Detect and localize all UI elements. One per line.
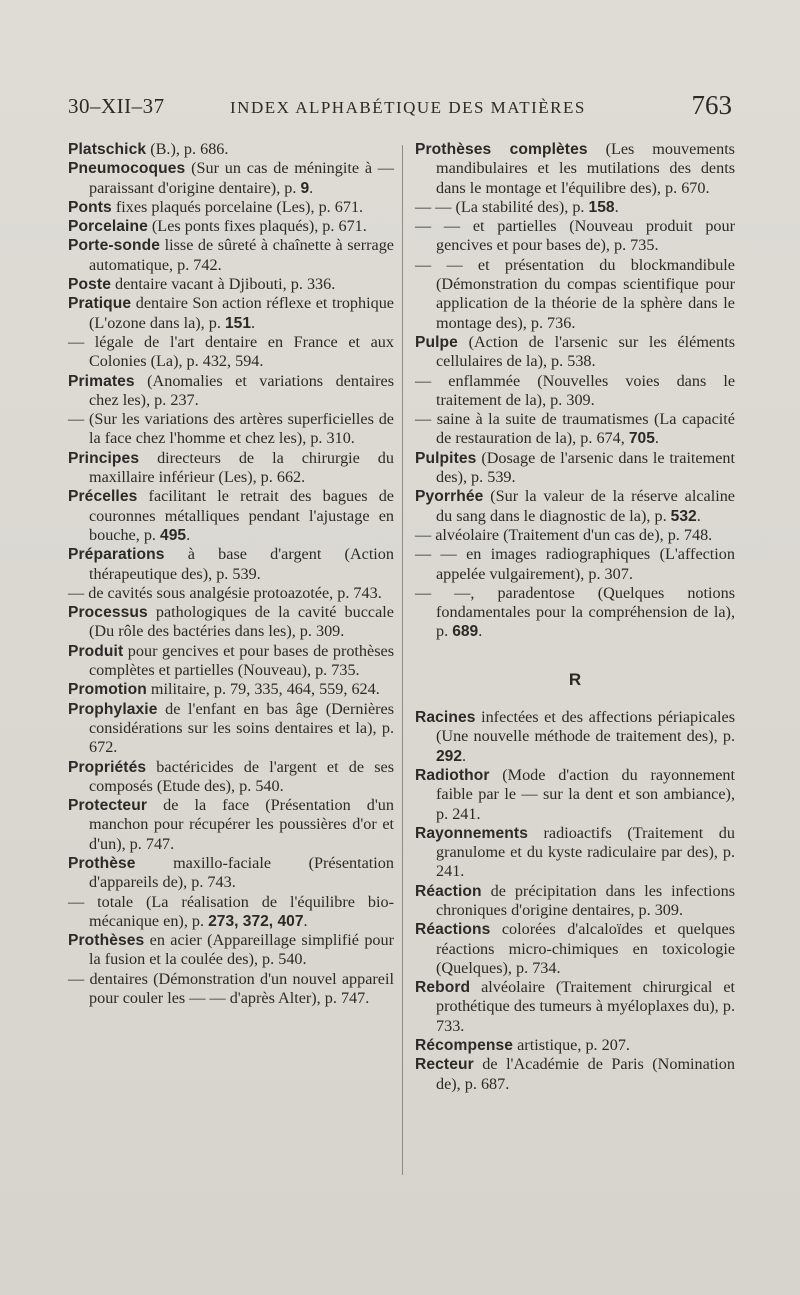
entry-heading: Propriétés [68, 758, 147, 776]
entry-heading: Pulpites [415, 449, 477, 467]
index-entry [68, 584, 394, 603]
entry-page-ref: 689 [452, 623, 479, 641]
entry-text: pathologiques de la cavité buccale (Du rôle des bactéries dans les), p. 309. [89, 603, 394, 641]
entry-text: de précipitation dans les infections chroniques d'origine dentaires, p. 309. [436, 881, 735, 919]
entry-heading: Processus [68, 604, 148, 622]
entry-text: — — en images radiographiques (L'affection appelée vulgairement), p. 307. [415, 545, 735, 583]
entry-heading: Réactions [415, 921, 491, 939]
index-entry [68, 603, 394, 642]
index-entry [415, 198, 735, 217]
right-column [415, 140, 735, 1094]
section-letter: R [568, 669, 582, 689]
entry-heading: Ponts [68, 198, 112, 216]
entry-text: en acier (Appareillage simplifié pour la fusion et la coulée des), p. 540. [89, 931, 394, 969]
index-entry [68, 758, 394, 797]
entry-text: — enflammée (Nouvelles voies dans le traitement de la), p. 309. [415, 371, 735, 409]
index-entry [415, 256, 735, 333]
entry-text: (Les mouvements mandibulaires et les mutilations des dents dans le montage et l'équilibre des), p. 670. [436, 140, 735, 197]
index-entry [68, 854, 394, 893]
index-entry [415, 766, 735, 824]
index-entry [68, 449, 394, 488]
entry-text: — — et présentation du blockmandibule (Démonstration du compas scientifique pour application de la théorie de la sphère dans le montage des), p. 736. [415, 255, 735, 332]
entry-heading: Prothèses [68, 932, 145, 950]
entry-page-ref: 532 [670, 507, 697, 525]
entry-page-ref: 292 [436, 747, 463, 765]
entry-heading: Rayonnements [415, 824, 528, 842]
index-entry [415, 449, 735, 488]
entry-heading: Prothèses complètes [415, 141, 588, 158]
index-entry [68, 217, 394, 236]
index-entry [68, 700, 394, 758]
entry-text: à base d'argent (Action thérapeutique des), p. 539. [89, 545, 394, 583]
entry-heading: Précelles [68, 488, 138, 506]
entry-text: bactéricides de l'argent et de ses composés (Etude des), p. 540. [89, 757, 394, 795]
index-entry [415, 978, 735, 1036]
index-entry [415, 824, 735, 882]
entry-text: directeurs de la chirurgie du maxillaire inférieur (Les), p. 662. [89, 448, 394, 487]
entry-text: militaire, p. 79, 335, 464, 559, 624. [146, 680, 380, 699]
entry-text: — saine à la suite de traumatismes (La capacité de restauration de la), p. 674, [415, 410, 735, 448]
index-entry [68, 275, 394, 294]
entry-text: (Mode d'action du rayonnement faible par le — sur la dent et son ambiance), p. 241. [436, 765, 735, 823]
entry-page-ref: 705 [628, 430, 655, 448]
entry-text: pour gencives et pour bases de prothèses complètes et partielles (Nouveau), p. 735. [89, 641, 394, 680]
index-entry [68, 893, 394, 932]
entry-text: (Sur un cas de méningite à — paraissant d'origine dentaire), p. [89, 159, 394, 197]
index-entry [415, 372, 735, 411]
index-entry [68, 410, 394, 449]
entry-heading: Racines [415, 709, 476, 727]
entry-text: (Les ponts fixes plaqués), p. 671. [147, 217, 367, 236]
entry-text: lisse de sûreté à chaînette à serrage automatique, p. 742. [89, 236, 394, 274]
index-entry [68, 294, 394, 333]
entry-heading: Pneumocoques [68, 160, 186, 178]
entry-heading: Rebord [415, 979, 471, 997]
entry-text: — totale (La réalisation de l'équilibre bio-mécanique en), p. [68, 892, 394, 930]
index-entry [415, 487, 735, 526]
entry-text: dentaire Son action réflexe et trophique (L'ozone dans la), p. [89, 294, 394, 332]
entry-punctuation: . [696, 506, 701, 525]
entry-heading: Pratique [68, 295, 132, 313]
entry-heading: Primates [68, 372, 135, 390]
entry-text: artistique, p. 207. [513, 1036, 630, 1055]
entry-text: (B.), p. 686. [146, 140, 229, 158]
entry-punctuation: . [303, 911, 308, 930]
entry-page-ref: 495 [160, 526, 187, 544]
entry-text: — dentaires (Démonstration d'un nouvel appareil pour couler les — — d'après Alter), p. 747. [68, 969, 394, 1008]
index-entry [415, 1055, 735, 1094]
entry-text: — — et partielles (Nouveau produit pour gencives et pour bases de), p. 735. [415, 217, 735, 255]
entry-page-ref: 151 [224, 314, 251, 332]
index-entry [68, 487, 394, 545]
entry-heading: Radiothor [415, 766, 490, 784]
entry-text: — —, paradentose (Quelques notions fondamentales pour la compréhension de la), p. [415, 583, 735, 641]
entry-text: (Anomalies et variations dentaires chez les), p. 237. [89, 371, 394, 409]
index-entry [415, 217, 735, 256]
entry-text: de l'Académie de Paris (Nomination de), p. 687. [436, 1055, 735, 1093]
entry-text: facilitant le retrait des bagues de couronnes métalliques pendant l'ajustage en bouche, p. [89, 487, 394, 544]
entry-punctuation: . [186, 525, 191, 544]
entry-text: (Action de l'arsenic sur les éléments cellulaires de la), p. 538. [436, 332, 735, 371]
header-date: 30–XII–37 [68, 94, 165, 118]
entry-text: fixes plaqués porcelaine (Les), p. 671. [111, 197, 364, 216]
entry-punctuation: . [462, 746, 467, 765]
entry-heading: Préparations [68, 546, 165, 564]
entry-text: radioactifs (Traitement du granulome et du kyste radiculaire par des), p. 241. [436, 823, 735, 881]
index-entry [68, 333, 394, 372]
entry-heading: Recteur [415, 1056, 474, 1074]
entry-heading: Porcelaine [68, 218, 148, 236]
entry-page-ref: 273, 372, 407 [208, 912, 304, 930]
index-entry [68, 140, 394, 159]
entry-heading: Principes [68, 449, 140, 467]
index-entry [68, 236, 394, 275]
index-entry [68, 970, 394, 1009]
page-header [68, 90, 732, 130]
index-entry [68, 372, 394, 411]
right-r-entries [415, 708, 735, 1094]
entry-text: infectées et des affections périapicales (Une nouvelle méthode de traitement des), p. [436, 708, 735, 746]
left-column [68, 140, 394, 1008]
index-entry [68, 545, 394, 584]
entry-heading: Récompense [415, 1037, 514, 1055]
column-divider [402, 145, 403, 1175]
entry-punctuation: . [251, 313, 256, 332]
index-entry [415, 140, 735, 198]
entry-text: (Dosage de l'arsenic dans le traitement des), p. 539. [436, 448, 735, 487]
entry-page-ref: 158 [588, 198, 615, 216]
entry-heading: Produit [68, 642, 124, 660]
entry-text: — de cavités sous analgésie protoazotée, p. 743. [68, 583, 382, 602]
entry-heading: Poste [68, 276, 111, 294]
entry-text: — légale de l'art dentaire en France et aux Colonies (La), p. 432, 594. [68, 332, 394, 371]
entry-text: — alvéolaire (Traitement d'un cas de), p. 748. [415, 525, 713, 544]
entry-text: colorées d'alcaloïdes et quelques réactions micro-chimiques en toxicologie (Quelques), p. 734. [436, 920, 735, 977]
header-title: INDEX ALPHABÉTIQUE DES MATIÈRES [230, 98, 586, 117]
entry-text: alvéolaire (Traitement chirurgical et prothétique des tumeurs à myéloplaxes du), p. 733. [436, 978, 735, 1035]
entry-text: (Sur la valeur de la réserve alcaline du sang dans le diagnostic de la), p. [436, 487, 735, 525]
entry-heading: Prothèse [68, 854, 136, 872]
entry-heading: Réaction [415, 882, 482, 900]
entry-text: maxillo-faciale (Présentation d'appareils de), p. 743. [89, 853, 394, 892]
entry-heading: Platschick [68, 141, 147, 158]
index-entry [68, 931, 394, 970]
index-entry [415, 708, 735, 766]
entry-punctuation: . [309, 178, 314, 197]
index-entry [68, 159, 394, 198]
index-entry [415, 1036, 735, 1055]
index-entry [415, 920, 735, 978]
index-entry [415, 882, 735, 921]
entry-heading: Porte-sonde [68, 237, 161, 255]
index-entry [68, 198, 394, 217]
entry-heading: Protecteur [68, 797, 147, 815]
entry-text: — — (La stabilité des), p. [415, 197, 589, 216]
entry-punctuation: . [614, 197, 619, 216]
right-p-entries [415, 140, 735, 642]
entry-heading: Promotion [68, 681, 147, 699]
entry-text: — (Sur les variations des artères superficielles de la face chez l'homme et chez les), p. 310. [68, 410, 394, 448]
entry-text: de l'enfant en bas âge (Dernières considérations sur les soins dentaires et la), p. 672. [89, 699, 394, 757]
entry-heading: Prophylaxie [68, 700, 158, 718]
entry-heading: Pulpe [415, 333, 458, 351]
entry-text: dentaire vacant à Djibouti, p. 336. [110, 275, 336, 294]
index-entry [68, 680, 394, 699]
index-entry [415, 545, 735, 584]
entry-page-ref: 9 [300, 179, 310, 197]
index-entry [68, 796, 394, 854]
index-entry [68, 642, 394, 681]
entry-heading: Pyorrhée [415, 488, 484, 506]
page-number: 763 [691, 90, 732, 120]
index-entry [415, 584, 735, 642]
index-entry [415, 526, 735, 545]
entry-punctuation: . [478, 622, 483, 641]
entry-text: de la face (Présentation d'un manchon pour récupérer les poussières d'or et d'un), p. 747. [89, 796, 394, 853]
index-entry [415, 410, 735, 449]
index-entry [415, 333, 735, 372]
entry-punctuation: . [654, 429, 659, 448]
